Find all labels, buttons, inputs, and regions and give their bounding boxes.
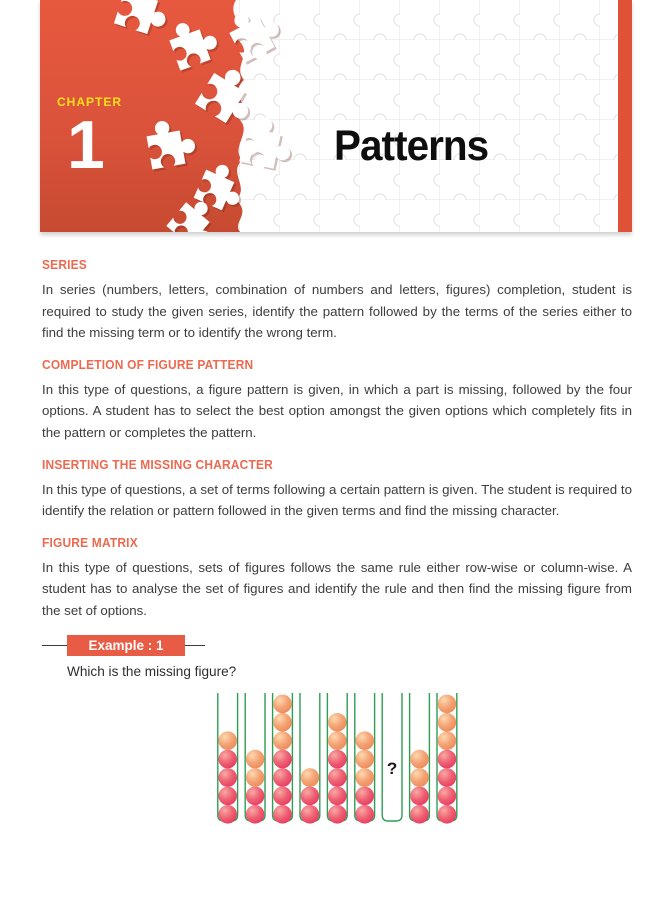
orange-ball	[273, 731, 292, 750]
missing-figure-marker: ?	[386, 758, 398, 778]
orange-ball	[328, 713, 347, 732]
section-body: In this type of questions, a set of terms following a certain pattern is given. The student is required to identify the relation or pattern followed in the given terms and find the missing character.	[42, 481, 632, 519]
orange-ball	[410, 749, 429, 768]
page-title: Patterns	[334, 122, 489, 170]
pink-ball	[273, 768, 292, 787]
pink-ball	[246, 805, 265, 824]
ball-columns-figure	[213, 688, 461, 836]
pink-ball	[246, 786, 265, 805]
pink-ball	[273, 786, 292, 805]
orange-ball	[246, 768, 265, 787]
pink-ball	[410, 786, 429, 805]
orange-ball	[246, 749, 265, 768]
section-completion-of-figure-pattern	[42, 356, 632, 444]
pink-ball	[273, 749, 292, 768]
example-header	[42, 635, 632, 657]
section-heading: COMPLETION OF FIGURE PATTERN	[42, 356, 254, 372]
orange-ball	[438, 694, 457, 713]
section-heading: FIGURE MATRIX	[42, 534, 138, 550]
chapter-banner	[40, 0, 632, 232]
pink-ball	[438, 786, 457, 805]
pink-ball	[438, 768, 457, 787]
pink-ball	[328, 786, 347, 805]
orange-ball	[301, 768, 320, 787]
tube-7	[382, 693, 402, 821]
section-heading: SERIES	[42, 257, 87, 272]
pink-ball	[218, 805, 237, 824]
pink-ball	[328, 768, 347, 787]
pink-ball	[301, 786, 320, 805]
section-body: In this type of questions, sets of figures follows the same rule either row-wise or column-wise. A student has to analyse the set of figures and identify the rule and then find the missing figure from the set of options.	[42, 559, 632, 618]
section-body: In this type of questions, a figure pattern is given, in which a part is missing, followed by the four options. A student has to select the best option amongst the given options which completely fits in the pattern or completes the pattern.	[42, 381, 632, 440]
pink-ball	[438, 749, 457, 768]
chapter-number: 1	[67, 107, 105, 183]
pink-ball	[328, 749, 347, 768]
orange-ball	[273, 713, 292, 732]
section-inserting-missing-character	[42, 456, 632, 522]
section-heading: INSERTING THE MISSING CHARACTER	[42, 456, 273, 472]
pink-ball	[218, 786, 237, 805]
pink-ball	[301, 805, 320, 824]
pink-ball	[438, 805, 457, 824]
pink-ball	[218, 768, 237, 787]
section-figure-matrix	[42, 534, 632, 622]
pink-ball	[273, 805, 292, 824]
section-series	[42, 256, 632, 344]
orange-ball	[438, 713, 457, 732]
chapter-block	[57, 95, 123, 183]
orange-ball	[438, 731, 457, 750]
orange-ball	[328, 731, 347, 750]
pink-ball	[410, 805, 429, 824]
orange-ball	[410, 768, 429, 787]
chapter-label: CHAPTER	[57, 95, 123, 109]
page-content	[42, 256, 632, 841]
pink-ball	[328, 805, 347, 824]
puzzle-background	[40, 0, 632, 232]
example-question: Which is the missing figure?	[67, 663, 237, 679]
orange-ball	[273, 694, 292, 713]
banner-side-stripe	[618, 0, 632, 232]
pink-ball	[218, 749, 237, 768]
example-badge: Example : 1	[67, 635, 185, 656]
orange-ball	[355, 731, 374, 750]
pink-ball	[355, 786, 374, 805]
example-figure	[42, 688, 632, 841]
orange-ball	[355, 749, 374, 768]
orange-ball	[218, 731, 237, 750]
section-body: In series (numbers, letters, combination of numbers and letters, figures) completion, student is required to study the given series, identify the pattern followed by the terms of the series either to find the missing term or to identify the wrong term.	[42, 282, 632, 341]
pink-ball	[355, 805, 374, 824]
orange-ball	[355, 768, 374, 787]
